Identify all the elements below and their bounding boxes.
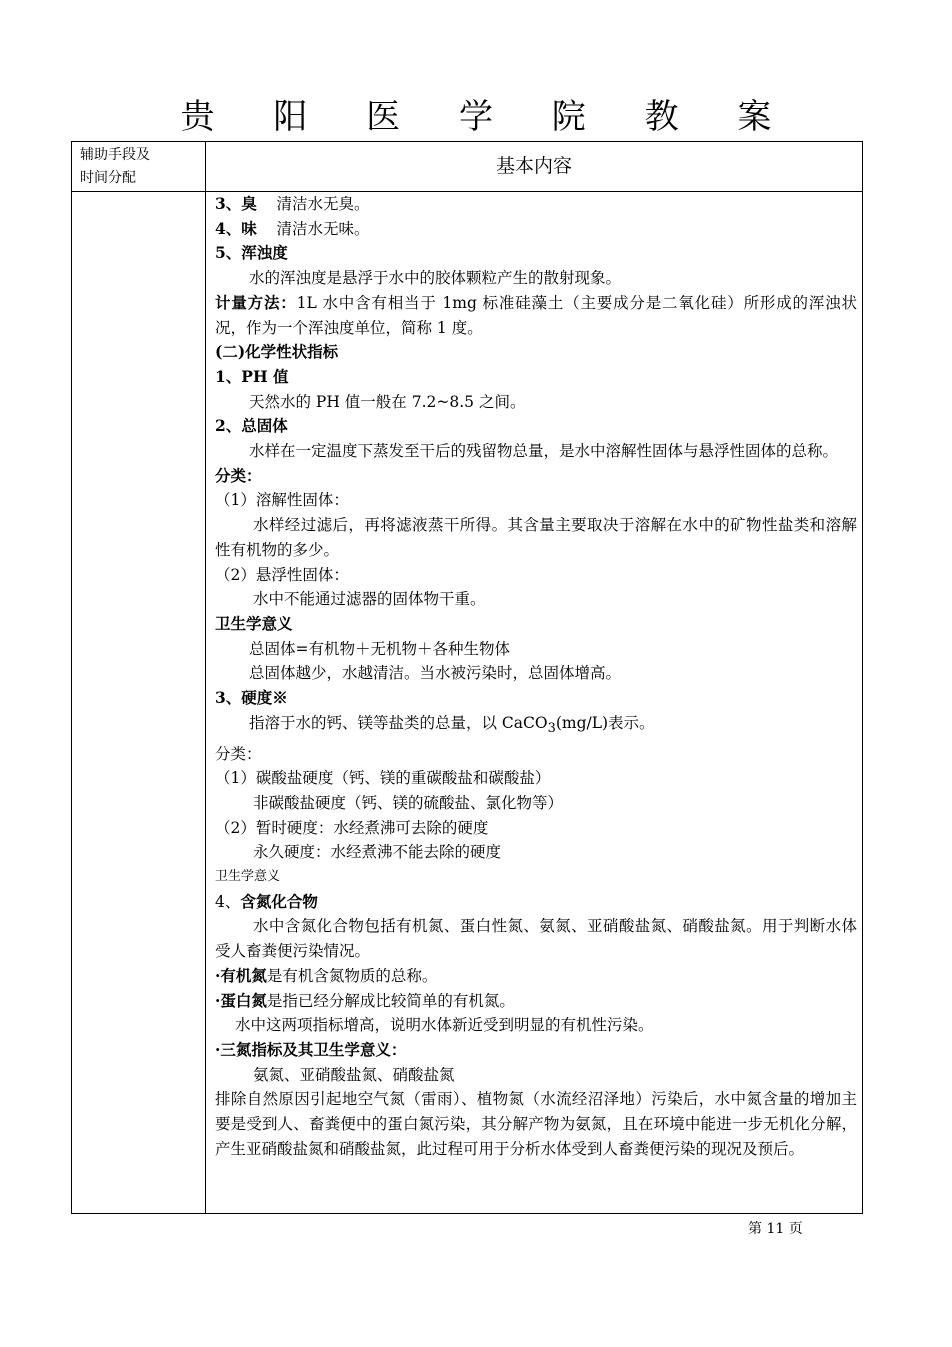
noncarbonate-hardness: 非碳酸盐硬度（钙、镁的硫酸盐、氯化物等） [253, 793, 564, 812]
solids-heading: 2、总固体 [215, 416, 288, 436]
nitrogen-heading-line [215, 890, 857, 915]
protein-nitrogen-line [215, 989, 857, 1014]
two-indicators: 水中这两项指标增高，说明水体新近受到明显的有机性污染。 [235, 1016, 654, 1035]
measure-text: 1L 水中含有相当于 1mg 标准硅藻土（主要成分是二氧化硅）所形成的浑浊状况，作为一个浑浊度单位，简称 1 度。 [215, 293, 857, 337]
three-n-heading: 三氮指标及其卫生学意义： [220, 1040, 407, 1059]
solids-text: 水样在一定温度下蒸发至干后的残留物总量，是水中溶解性固体与悬浮性固体的总称。 [249, 442, 839, 461]
odor-text: 清洁水无臭。 [276, 195, 370, 213]
page-number: 第 11 页 [748, 1221, 803, 1237]
side-header-line1: 辅助手段及 [80, 147, 150, 163]
measure-label: 计量方法： [215, 292, 297, 312]
organic-rest: 是有机含氮物质的总称。 [266, 966, 438, 985]
bullet-2: · [215, 990, 221, 1010]
nitrogen-heading: 含氮化合物 [240, 891, 318, 911]
main-content [215, 192, 857, 1162]
final-paragraph: 排除自然原因引起地空气氮（雷雨）、植物氮（水流经沼泽地）污染后，水中氮含量的增加主要是受到人、畜粪便中的蛋白氮污染，其分解产物为氨氮，且在环境中能进一步无机化分解，产生亚硝酸盐氮和硝酸盐氮，此过程可用于分析水体受到人畜粪便污染的现况及预后。 [215, 1090, 857, 1158]
organic-nitrogen-line [215, 964, 857, 989]
side-header-line2: 时间分配 [80, 170, 136, 186]
main-column-header: 基本内容 [495, 155, 572, 177]
hardness-text-b: (mg/L)表示。 [555, 713, 655, 732]
hardness-subscript: 3 [547, 720, 556, 736]
dissolved-text: 水样经过滤后，再将滤液蒸干所得。其含量主要取决于溶解在水中的矿物性盐类和溶解性有机物的多少。 [215, 516, 857, 559]
turbidity-heading: 5、浑浊度 [215, 243, 288, 263]
classify-label-2: 分类： [215, 744, 262, 763]
hygiene-heading: 卫生学意义 [215, 613, 293, 633]
nitrogen-num: 4、 [215, 892, 241, 911]
taste-text: 清洁水无味。 [276, 219, 370, 238]
odor-label: 3、臭 [215, 194, 257, 213]
carbonate-hardness: （1）碳酸盐硬度（钙、镁的重碳酸盐和碳酸盐） [215, 769, 551, 788]
solids-formula: 总固体=有机物＋无机物＋各种生物体 [249, 639, 510, 658]
permanent-hardness: 永久硬度：水经煮沸不能去除的硬度 [253, 843, 502, 862]
classify-label-1: 分类： [215, 465, 262, 485]
lesson-plan-table [71, 141, 863, 1214]
ph-text: 天然水的 PH 值一般在 7.2~8.5 之间。 [249, 392, 526, 411]
three-n-line [215, 1038, 857, 1063]
column-divider [205, 142, 206, 1213]
page-title: 贵 阳 医 学 院 教 案 [180, 97, 796, 137]
taste-label: 4、味 [215, 218, 257, 238]
side-column-header [80, 144, 200, 190]
protein-rest: 是指已经分解成比较简单的有机氮。 [266, 991, 515, 1010]
suspended-label: （2）悬浮性固体： [215, 565, 349, 584]
organic-term: 有机氮 [220, 965, 267, 985]
measure-paragraph [215, 291, 857, 340]
temporary-hardness: （2）暂时硬度：水经煮沸可去除的硬度 [215, 818, 489, 837]
turbidity-definition: 水的浑浊度是悬浮于水中的胶体颗粒产生的散射现象。 [249, 269, 622, 288]
suspended-text: 水中不能通过滤器的固体物干重。 [253, 590, 486, 609]
protein-term: 蛋白氮 [220, 990, 267, 1010]
bullet-3: · [215, 1040, 221, 1059]
hardness-heading: 3、硬度※ [215, 688, 288, 708]
ph-heading: 1、PH 值 [215, 366, 289, 386]
three-n-list: 氨氮、亚硝酸盐氮、硝酸盐氮 [253, 1065, 455, 1084]
dissolved-label: （1）溶解性固体： [215, 491, 349, 510]
solids-meaning: 总固体越少，水越清洁。当水被污染时，总固体增高。 [249, 664, 622, 683]
odor-line [215, 192, 857, 217]
hardness-text [215, 711, 857, 742]
bullet-1: · [215, 965, 221, 985]
chem-heading: (二)化学性状指标 [215, 342, 339, 362]
hardness-text-a: 指溶于水的钙、镁等盐类的总量，以 CaCO [249, 713, 548, 732]
hygiene-small: 卫生学意义 [215, 869, 281, 885]
nitrogen-text: 水中含氮化合物包括有机氮、蛋白性氮、氨氮、亚硝酸盐氮、硝酸盐氮。用于判断水体受人畜粪便污染情况。 [215, 917, 857, 961]
taste-line [215, 217, 857, 242]
